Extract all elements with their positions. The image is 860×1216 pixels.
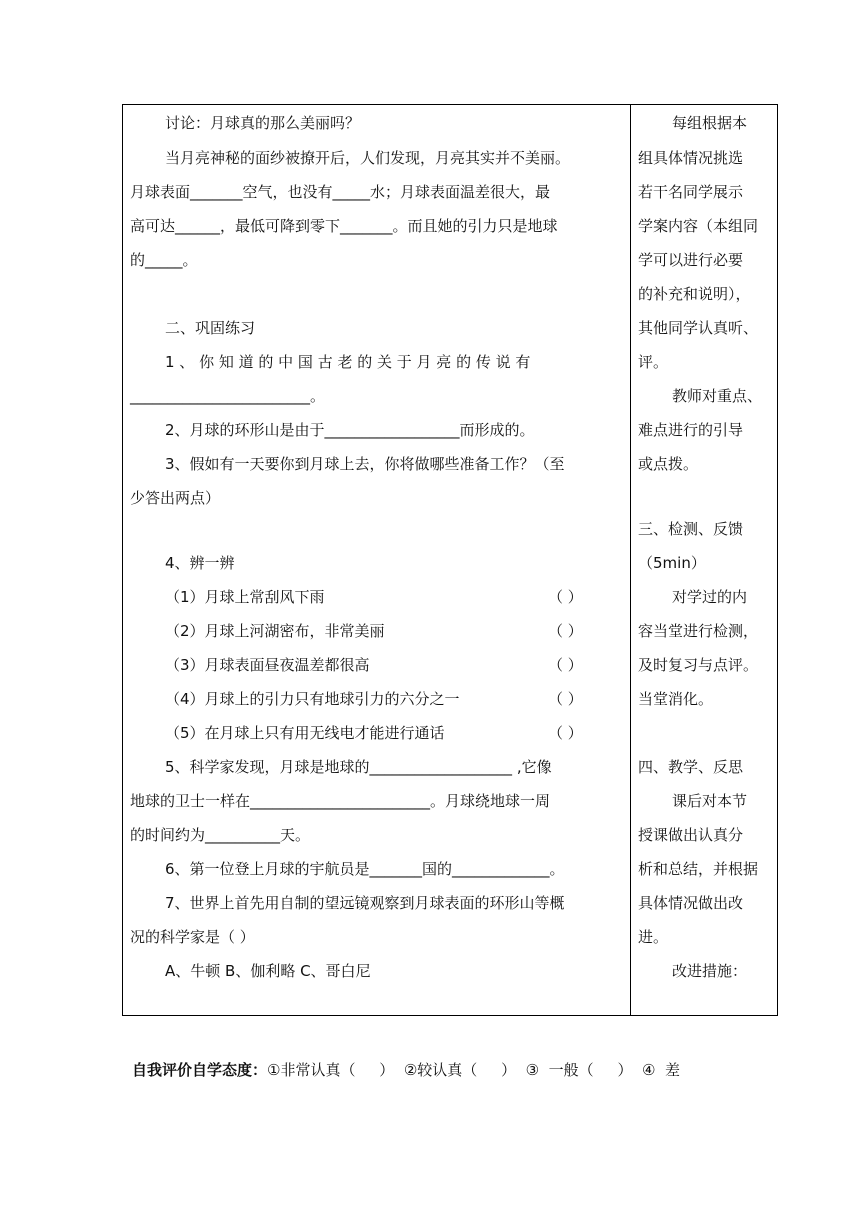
right-line-8: 评。 <box>638 353 669 371</box>
judge-item-3: （3）月球表面昼夜温差都很高 <box>165 656 370 674</box>
right-line-19: 课后对本节 <box>672 792 748 810</box>
q7-options: A、牛顿 B、伽利略 C、哥白尼 <box>165 962 371 980</box>
right-line-21: 析和总结，并根据 <box>638 860 759 878</box>
right-line-12: 三、检测、反馈 <box>638 520 744 538</box>
right-line-16: 及时复习与点评。 <box>638 656 759 674</box>
right-line-11: 或点拨。 <box>638 455 699 473</box>
right-line-6: 的补充和说明）， <box>638 285 751 303</box>
self-evaluation <box>132 1059 680 1080</box>
q3-line-2: 少答出两点） <box>130 489 221 507</box>
right-line-15: 容当堂进行检测， <box>638 622 759 640</box>
right-line-1: 每组根据本 <box>672 114 748 132</box>
q5-line-3: 的时间约为__________天。 <box>130 826 311 844</box>
q7-line-1: 7、世界上首先用自制的望远镜观察到月球表面的环形山等概 <box>165 894 565 912</box>
section2-title: 二、巩固练习 <box>165 319 256 337</box>
right-line-10: 难点进行的引导 <box>638 421 744 439</box>
discussion-line-3: 高可达______，最低可降到零下_______。而且她的引力只是地球 <box>130 217 558 235</box>
column-divider <box>630 104 631 1016</box>
q4-title: 4、辨一辨 <box>165 554 235 572</box>
judge-answer-5: （ ） <box>548 724 583 742</box>
right-line-20: 授课做出认真分 <box>638 826 744 844</box>
right-line-14: 对学过的内 <box>672 588 748 606</box>
right-line-4: 学案内容（本组同 <box>638 217 759 235</box>
judge-item-5: （5）在月球上只有用无线电才能进行通话 <box>165 724 445 742</box>
judge-item-4: （4）月球上的引力只有地球引力的六分之一 <box>165 690 460 708</box>
q7-line-2: 况的科学家是（ ） <box>130 928 255 946</box>
discussion-line-2: 月球表面_______空气，也没有_____水；月球表面温差很大，最 <box>130 183 551 201</box>
right-line-23: 进。 <box>638 928 669 946</box>
right-line-7: 其他同学认真听、 <box>638 319 759 337</box>
discussion-title: 讨论：月球真的那么美丽吗？ <box>165 114 361 132</box>
judge-item-2: （2）月球上河湖密布，非常美丽 <box>165 622 385 640</box>
q3-line-1: 3、假如有一天要你到月球上去，你将做哪些准备工作？（至 <box>165 455 565 473</box>
self-eval-label: 自我评价自学态度： <box>132 1061 268 1079</box>
right-line-2: 组具体情况挑选 <box>638 149 744 167</box>
judge-answer-4: （ ） <box>548 690 583 708</box>
right-line-5: 学可以进行必要 <box>638 251 744 269</box>
judge-answer-3: （ ） <box>548 656 583 674</box>
judge-item-1: （1）月球上常刮风下雨 <box>165 588 325 606</box>
judge-answer-2: （ ） <box>548 622 583 640</box>
self-eval-options: ①非常认真（ ） ②较认真（ ） ③ 一般（ ） ④ 差 <box>267 1061 681 1079</box>
right-line-18: 四、教学、反思 <box>638 758 744 776</box>
right-line-9: 教师对重点、 <box>672 387 763 405</box>
q6: 6、第一位登上月球的宇航员是_______国的_____________。 <box>165 860 565 878</box>
discussion-line-4: 的_____。 <box>130 251 198 269</box>
q1-line-1: 1 、 你 知 道 的 中 国 古 老 的 关 于 月 亮 的 传 说 有 <box>165 353 531 371</box>
discussion-line-1: 当月亮神秘的面纱被撩开后，人们发现，月亮其实并不美丽。 <box>165 149 571 167</box>
q2: 2、月球的环形山是由于__________________而形成的。 <box>165 421 535 439</box>
right-line-3: 若干名同学展示 <box>638 183 744 201</box>
right-line-24: 改进措施： <box>672 962 748 980</box>
judge-answer-1: （ ） <box>548 588 583 606</box>
right-line-17: 当堂消化。 <box>638 690 714 708</box>
q1-line-2: ________________________。 <box>130 387 326 405</box>
right-line-22: 具体情况做出改 <box>638 894 744 912</box>
q5-line-1: 5、科学家发现，月球是地球的___________________ ,它像 <box>165 758 552 776</box>
q5-line-2: 地球的卫士一样在________________________。月球绕地球一周 <box>130 792 551 810</box>
right-line-13: （5min） <box>638 554 706 572</box>
